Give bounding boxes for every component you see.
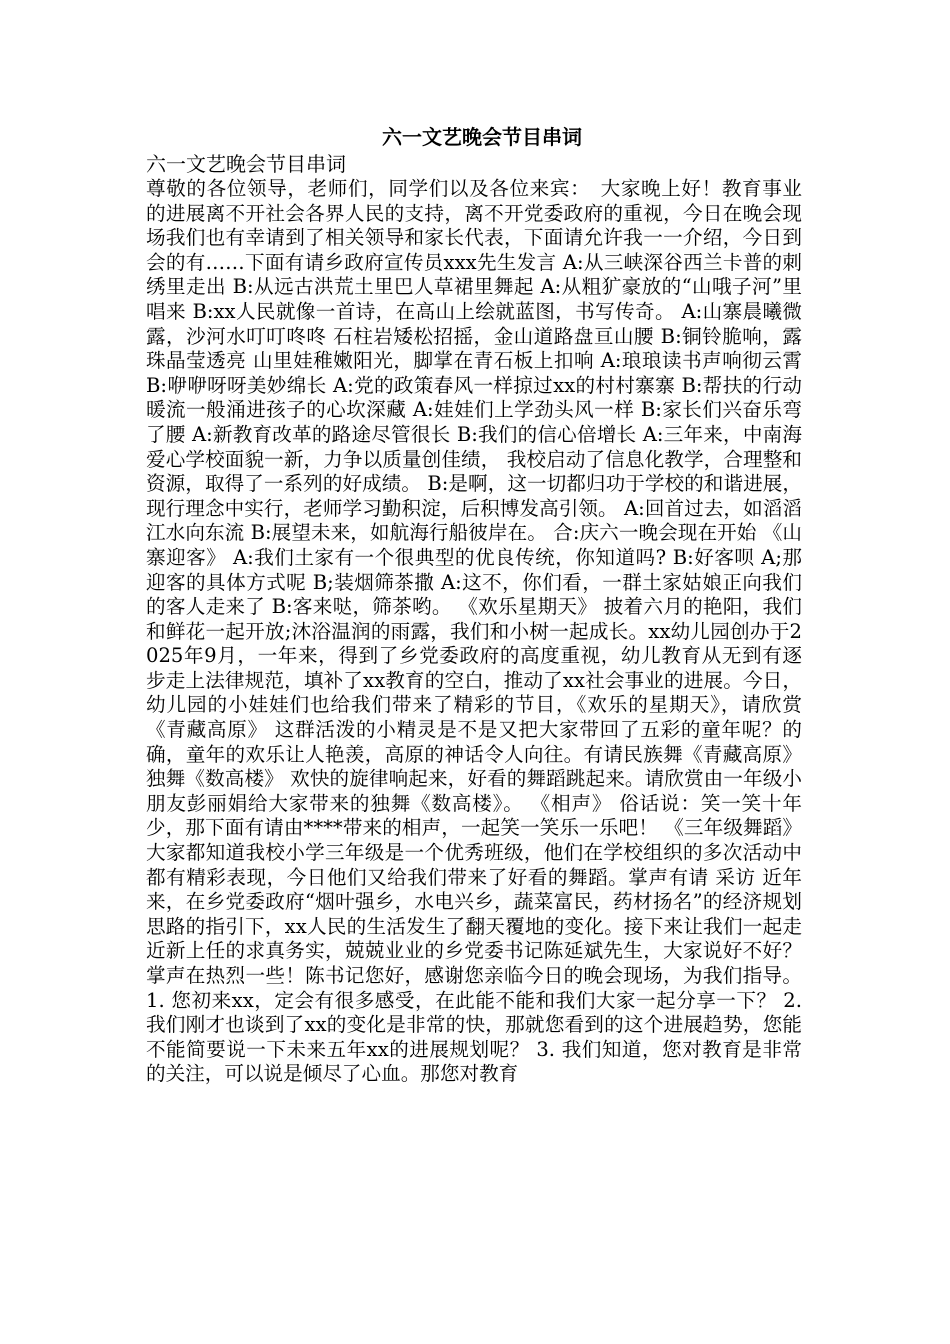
document-page	[146, 122, 802, 1087]
document-title: 六一文艺晚会节目串词	[382, 125, 582, 149]
document-subtitle: 六一文艺晚会节目串词	[146, 152, 346, 176]
document-body-text: 尊敬的各位领导，老师们，同学们以及各位来宾： 大家晚上好！教育事业的进展离不开社会各界人民的支持，离不开党委政府的重视，今日在晚会现场我们也有幸请到了相关领导和家长代表，下面请允许我一一介绍，今日到会的有……下面有请乡政府宣传员xxx先生发言 A:从三峡深谷西兰卡普的刺绣里走出 B:从远古洪荒土里巴人草裙里舞起 A:从粗犷豪放的“山哦子河”里唱来 B:xx人民就像一首诗，在高山上绘就蓝图，书写传奇。 A:山寨晨曦微露，沙河水叮叮咚咚 石柱岩矮松招摇，金山道路盘亘山腰 B:铜铃脆响，露珠晶莹透亮 山里娃稚嫩阳光，脚掌在青石板上扣响 A:琅琅读书声响彻云霄 B:咿咿呀呀美妙绵长 A:党的政策春风一样掠过xx的村村寨寨 B:帮扶的行动暖流一般涌进孩子的心坎深藏 A:娃娃们上学劲头风一样 B:家长们兴奋乐弯了腰 A:新教育改革的路途尽管很长 B:我们的信心倍增长 A:三年来，中南海爱心学校面貌一新，力争以质量创佳绩， 我校启动了信息化教学，合理整和资源，取得了一系列的好成绩。 B:是啊，这一切都归功于学校的和谐进展，现行理念中实行，老师学习勤积淀，后积博发高引领。 A:回首过去，如滔滔江水向东流 B:展望未来，如航海行船彼岸在。 合:庆六一晚会现在开始 《山寨迎客》 A:我们土家有一个很典型的优良传统，你知道吗? B:好客呗 A;那迎客的具体方式呢 B;装烟筛茶撒 A:这不，你们看，一群土家姑娘正向我们的客人走来了 B:客来哒，筛茶哟。 《欢乐星期天》 披着六月的艳阳，我们和鲜花一起开放;沐浴温润的雨露，我们和小树一起成长。xx幼儿园创办于2025年9月，一年来，得到了乡党委政府的高度重视，幼儿教育从无到有逐步走上法律规范，填补了xx教育的空白，推动了xx社会事业的进展。今日，幼儿园的小娃娃们也给我们带来了精彩的节目，《欢乐的星期天》，请欣赏 《青藏高原》 这群活泼的小精灵是不是又把大家带回了五彩的童年呢？的确，童年的欢乐让人艳羡，高原的神话令人向往。有请民族舞《青藏高原》 独舞《数高楼》 欢快的旋律响起来，好看的舞蹈跳起来。请欣赏由一年级小朋友彭丽娟给大家带来的独舞《数高楼》。 《相声》 俗话说：笑一笑十年少，那下面有请由****带来的相声，一起笑一笑乐一乐吧！ 《三年级舞蹈》 大家都知道我校小学三年级是一个优秀班级，他们在学校组织的多次活动中都有精彩表现，今日他们又给我们带来了好看的舞蹈。掌声有请 采访 近年来，在乡党委政府“烟叶强乡，水电兴乡，蔬菜富民，药材扬名”的经济规划思路的指引下，xx人民的生活发生了翻天覆地的变化。接下来让我们一起走近新上任的求真务实，兢兢业业的乡党委书记陈延斌先生，大家说好不好？掌声在热烈一些！陈书记您好，感谢您亲临今日的晚会现场，为我们指导。 1. 您初来xx，定会有很多感受，在此能不能和我们大家一起分享一下？ 2. 我们刚才也谈到了xx的变化是非常的快，那就您看到的这个进展趋势，您能不能简要说一下未来五年xx的进展规划呢？ 3. 我们知道，您对教育是非常的关注，可以说是倾尽了心血。那您对教育	[146, 177, 802, 1086]
